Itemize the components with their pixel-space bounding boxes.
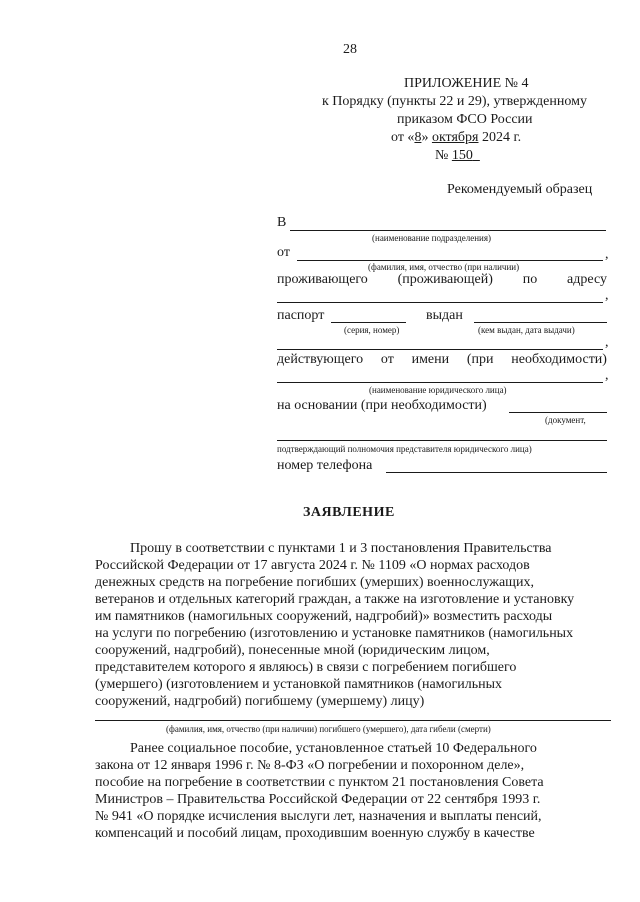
p1-line: им памятников (намогильных сооружений, надгробий)» возместить расходы	[95, 609, 553, 624]
p2-line: Ранее социальное пособие, установленное статьей 10 Федерального	[130, 741, 537, 756]
appendix-title: ПРИЛОЖЕНИЕ № 4	[404, 76, 529, 91]
appendix-line-2: к Порядку (пункты 22 и 29), утвержденному	[322, 94, 587, 109]
to-caption: (наименование подразделения)	[372, 233, 491, 243]
date-year: 2024 г.	[478, 130, 522, 145]
p2-line: пособие на погребение в соответствии с пунктом 21 постановления Совета	[95, 775, 544, 790]
document-title: ЗАЯВЛЕНИЕ	[303, 505, 395, 520]
date-prefix: от «	[391, 130, 415, 145]
passport-caption-left: (серия, номер)	[344, 325, 400, 335]
issued-line	[474, 322, 607, 323]
issued-label: выдан	[426, 308, 463, 323]
passport-label: паспорт	[277, 308, 325, 323]
residing-word: по	[522, 272, 538, 287]
p2-line: № 941 «О порядке исчисления выслуги лет, назначения и выплаты пенсий,	[95, 809, 542, 824]
page-number: 28	[343, 42, 357, 57]
from-caption: (фамилия, имя, отчество (при наличии)	[368, 262, 520, 272]
phone-label: номер телефона	[277, 458, 373, 473]
appendix-number	[435, 148, 480, 164]
number-prefix: №	[435, 148, 452, 163]
deceased-line	[95, 720, 611, 721]
legal-caption: (наименование юридического лица)	[369, 385, 507, 395]
acting-word: имени	[411, 352, 450, 367]
number-value: 150	[451, 148, 473, 163]
deceased-caption: (фамилия, имя, отчество (при наличии) погибшего (умершего), дата гибели (смерти)	[166, 724, 491, 734]
legal-comma: ,	[605, 368, 609, 383]
p1-line: сооружений, надгробий), понесенные мной (юридическим лицом,	[95, 643, 490, 658]
passport-number-line	[331, 322, 406, 323]
address-comma: ,	[605, 288, 609, 303]
acting-word: (при	[466, 352, 494, 367]
phone-line	[386, 472, 607, 473]
p1-line: ветеранов и отдельных категорий граждан, а также на изготовление и установку	[95, 592, 575, 607]
to-line	[290, 230, 606, 231]
p2-line: компенсаций и пособий лицам, проходившим военную службу в качестве	[95, 826, 535, 841]
authority-line	[277, 440, 607, 441]
basis-line	[509, 412, 607, 413]
acting-word: необходимости)	[511, 352, 607, 367]
p1-line: Прошу в соответствии с пунктами 1 и 3 постановления Правительства	[130, 541, 552, 556]
p2-line: Министров – Правительства Российской Федерации от 22 сентября 1993 г.	[95, 792, 541, 807]
residing-word: адресу	[567, 272, 607, 287]
p1-line: сооружений, надгробий) погибшему (умершему) лицу)	[95, 694, 425, 709]
residing-word: (проживающей)	[397, 272, 493, 287]
acting-word: действующего	[277, 352, 364, 367]
acting-line	[277, 352, 607, 368]
doc-caption: (документ,	[545, 415, 586, 425]
p1-line: на услуги по погребению (изготовлению и установке памятников (намогильных	[95, 626, 574, 641]
sample-label: Рекомендуемый образец	[447, 182, 593, 197]
p1-line: денежных средств на погребение погибших (умерших) военнослужащих,	[95, 575, 534, 590]
appendix-line-3: приказом ФСО России	[397, 112, 533, 127]
passport-extra-line	[277, 349, 603, 350]
from-prefix: от	[277, 245, 290, 260]
p2-line: закона от 12 января 1996 г. № 8-ФЗ «О погребении и похоронном деле»,	[95, 758, 525, 773]
authority-caption: подтверждающий полномочия представителя юридического лица)	[277, 444, 532, 454]
date-day: 8	[414, 130, 422, 145]
passport-comma: ,	[605, 335, 609, 350]
residing-line	[277, 272, 607, 288]
basis-label: на основании (при необходимости)	[277, 398, 487, 413]
address-line	[277, 302, 603, 303]
date-mid: »	[421, 130, 432, 145]
p1-line: Российской Федерации от 17 августа 2024 г. № 1109 «О нормах расходов	[95, 558, 530, 573]
p1-line: представителем которого я являюсь) в связи с погребением погибшего	[95, 660, 517, 675]
residing-word: проживающего	[277, 272, 368, 287]
date-month: октября	[431, 130, 479, 145]
p1-line: (умершего) (изготовлением и установкой памятников (намогильных	[95, 677, 503, 692]
legal-entity-line	[277, 382, 603, 383]
acting-word: от	[380, 352, 394, 367]
from-line	[297, 260, 603, 261]
from-comma: ,	[605, 247, 609, 262]
appendix-date	[391, 130, 521, 146]
passport-caption-right: (кем выдан, дата выдачи)	[478, 325, 575, 335]
to-prefix: В	[277, 215, 287, 230]
